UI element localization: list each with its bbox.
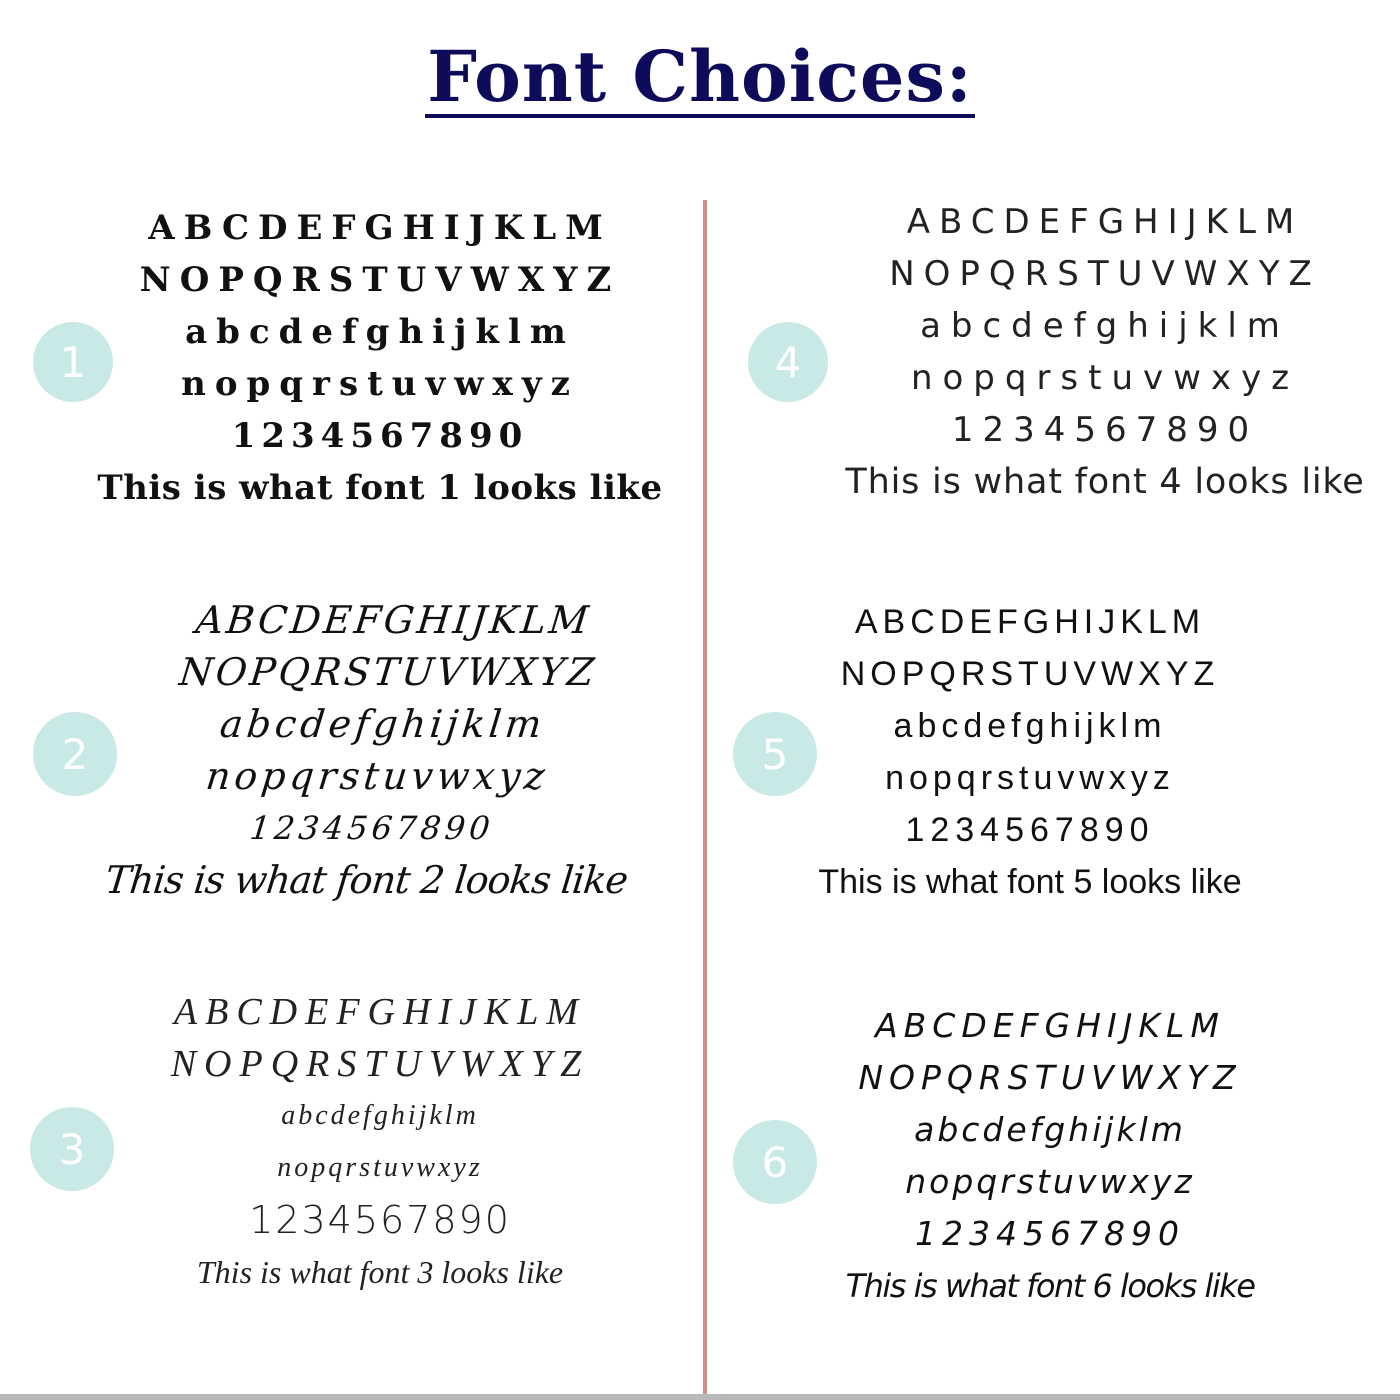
font-5-uppercase-1: ABCDEFGHIJKLM (854, 603, 1206, 641)
font-6-digits: 1234567890 (915, 1214, 1185, 1253)
font-5-lowercase-2: nopqrstuvwxyz (885, 759, 1175, 797)
font-3-digits: 1234567890 (249, 1198, 511, 1242)
font-6-sentence: This is what font 6 looks like (845, 1267, 1255, 1305)
font-6-sample[interactable] (840, 1000, 1260, 1312)
font-4-sentence: This is what font 4 looks like (845, 462, 1365, 502)
font-2-uppercase-2: NOPQRSTUVWXYZ (177, 650, 600, 694)
font-3-uppercase-2: NOPQRSTUVWXYZ (170, 1043, 590, 1085)
page-title: Font Choices: (427, 35, 973, 118)
font-4-lowercase-1: abcdefghijklm (920, 306, 1290, 346)
font-1-lowercase-1: abcdefghijklm (185, 312, 575, 352)
font-4-uppercase-2: NOPQRSTUVWXYZ (889, 254, 1321, 294)
font-5-sample[interactable] (780, 596, 1280, 908)
font-1-lowercase-2: nopqrstuvwxyz (181, 364, 579, 404)
font-1-number-badge: 1 (33, 322, 113, 402)
font-3-lowercase-2: nopqrstuvwxyz (277, 1152, 483, 1183)
font-6-number-badge: 6 (733, 1120, 817, 1204)
font-2-sentence: This is what font 2 looks like (103, 858, 630, 902)
font-6-uppercase-1: ABCDEFGHIJKLM (875, 1006, 1225, 1045)
font-3-sample[interactable] (70, 986, 690, 1298)
column-divider (703, 200, 707, 1400)
font-3-sentence: This is what font 3 looks like (196, 1254, 564, 1290)
font-1-sample[interactable] (80, 202, 680, 514)
font-3-lowercase-1: abcdefghijklm (281, 1100, 479, 1131)
font-5-lowercase-1: abcdefghijklm (893, 707, 1167, 745)
font-2-lowercase-1: abcdefghijklm (217, 702, 548, 746)
font-5-uppercase-2: NOPQRSTUVWXYZ (840, 655, 1220, 693)
font-3-number-badge: 3 (30, 1107, 114, 1191)
font-6-uppercase-2: NOPQRSTUVWXYZ (858, 1058, 1242, 1097)
font-2-uppercase-1: ABCDEFGHIJKLM (193, 598, 594, 642)
font-2-sample[interactable] (84, 594, 677, 906)
font-1-sentence: This is what font 1 looks like (97, 468, 663, 508)
font-4-digits: 1234567890 (951, 410, 1259, 450)
font-1-uppercase-2: NOPQRSTUVWXYZ (139, 260, 621, 300)
font-5-digits: 1234567890 (905, 811, 1155, 849)
font-6-lowercase-2: nopqrstuvwxyz (905, 1162, 1195, 1201)
font-5-sentence: This is what font 5 looks like (818, 863, 1242, 901)
font-4-uppercase-1: ABCDEFGHIJKLM (906, 202, 1304, 242)
font-4-lowercase-2: nopqrstuvwxyz (910, 358, 1300, 398)
font-2-lowercase-2: nopqrstuvwxyz (203, 754, 551, 798)
font-3-uppercase-1: ABCDEFGHIJKLM (173, 991, 587, 1033)
font-6-lowercase-1: abcdefghijklm (914, 1110, 1186, 1149)
font-5-number-badge: 5 (733, 712, 817, 796)
page-title-container (0, 35, 1400, 118)
font-1-digits: 1234567890 (231, 416, 529, 456)
font-2-number-badge: 2 (33, 712, 117, 796)
font-4-sample[interactable] (825, 196, 1385, 508)
bottom-border (0, 1394, 1400, 1400)
font-4-number-badge: 4 (748, 322, 828, 402)
font-2-digits: 1234567890 (248, 809, 496, 847)
font-1-uppercase-1: ABCDEFGHIJKLM (148, 208, 612, 248)
